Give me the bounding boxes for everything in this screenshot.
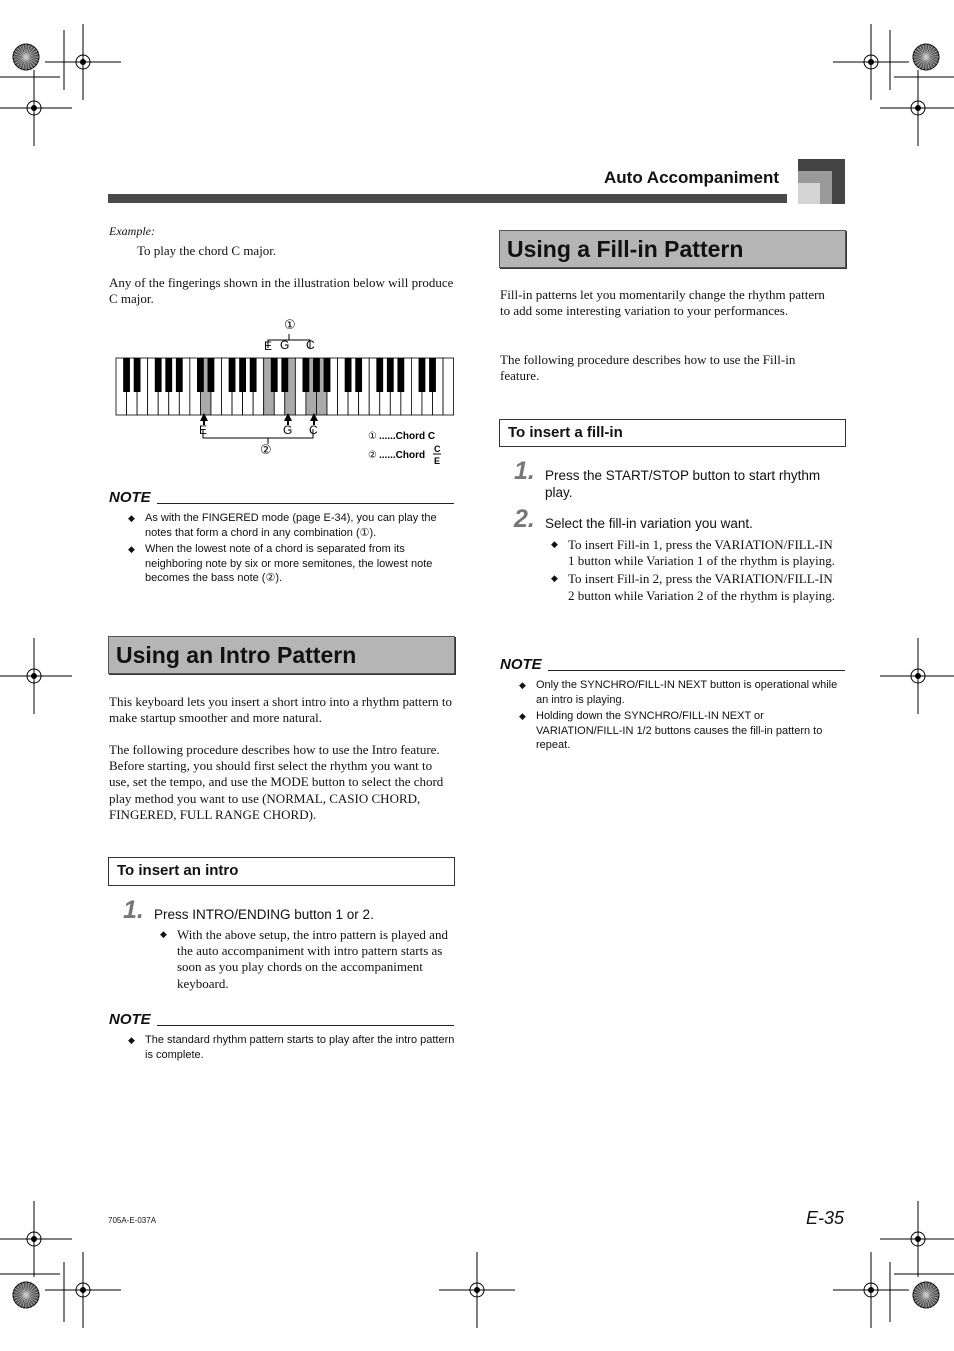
fill-subheading-box: [499, 419, 846, 447]
note-heading: NOTE: [109, 1011, 151, 1028]
black-key: [239, 358, 246, 392]
subheading: To insert a fill-in: [508, 424, 623, 441]
black-key: [419, 358, 426, 392]
list-item: ◆ To insert Fill-in 1, press the VARIATION/FILL-IN 1 button while Variation 1 of the rhythm is playing.: [551, 537, 835, 569]
list-item: ◆ To insert Fill-in 2, press the VARIATION/FILL-IN 2 button while Variation 2 of the rhythm is playing.: [551, 571, 835, 603]
bottom-label-c: C: [309, 423, 318, 437]
circle-2-label: ②: [260, 443, 272, 458]
note-list-3: [519, 678, 849, 755]
intro-para-1: This keyboard lets you insert a short intro into a rhythm pattern to make startup smoother and more natural.: [109, 694, 452, 726]
black-key: [134, 358, 141, 392]
legend-2-text: ......Chord: [379, 450, 426, 461]
subheading: To insert an intro: [117, 862, 239, 879]
legend-2-frac-top: C: [434, 444, 441, 454]
circle-1-label: ①: [284, 318, 296, 333]
black-key: [303, 358, 310, 392]
step-bullets: [160, 927, 455, 994]
document-code: 705A-E-037A: [108, 1216, 157, 1225]
example-label: Example:: [109, 224, 155, 238]
note-heading: NOTE: [500, 656, 542, 673]
fill-section-header: [499, 230, 846, 268]
black-key: [376, 358, 383, 392]
note-heading: NOTE: [109, 489, 151, 506]
intro-subheading-box: [108, 857, 455, 886]
intro-section-header: [108, 636, 455, 674]
header-bar: [108, 194, 787, 203]
list-item: ◆ As with the FINGERED mode (page E-34), you can play the notes that form a chord in any combination (①).: [128, 512, 437, 539]
black-key: [281, 358, 288, 392]
white-key: [443, 358, 454, 415]
step-number: 1.: [514, 457, 535, 485]
step-text: Press the START/STOP button to start rhythm play.: [545, 468, 821, 500]
black-key: [313, 358, 320, 392]
note-rule: [157, 1025, 454, 1026]
page-number: E-35: [806, 1208, 845, 1228]
section-title: Using a Fill-in Pattern: [507, 236, 744, 262]
list-item: ◆ When the lowest note of a chord is separated from its neighboring note by six or more semitones, the lowest note becomes the bass note (②).: [128, 543, 433, 585]
note-rule: [157, 503, 454, 504]
step-bullets: [551, 537, 841, 606]
list-item: ◆ The standard rhythm pattern starts to play after the intro pattern is complete.: [128, 1034, 455, 1061]
intro-para-2: The following procedure describes how to use the Intro feature. Before starting, you should first select the rhythm you want to use, set the tempo, and use the MODE button to select the chord play method you want to use (NORMAL, CASIO CHORD, FINGERED, FULL RANGE CHORD).: [109, 742, 444, 822]
legend-2-num: ②: [368, 450, 377, 461]
bottom-label-e: E: [199, 423, 208, 437]
list-item: ◆ Only the SYNCHRO/FILL-IN NEXT button is operational while an intro is playing.: [519, 679, 838, 706]
legend-2-frac-bottom: E: [434, 456, 441, 466]
black-key: [387, 358, 394, 392]
example-text: To play the chord C major.: [137, 243, 277, 258]
black-key: [165, 358, 172, 392]
black-key: [345, 358, 352, 392]
legend-1-num: ①: [368, 431, 377, 442]
fill-para-1: Fill-in patterns let you momentarily change the rhythm pattern to add some interesting variation to your performances.: [500, 287, 825, 319]
black-key: [271, 358, 278, 392]
black-key: [324, 358, 331, 392]
keyboard-illustration: [108, 316, 458, 476]
black-key: [397, 358, 404, 392]
black-key: [208, 358, 215, 392]
legend-1-text: ......Chord C: [379, 431, 436, 442]
top-label-e: E: [264, 339, 273, 353]
step-number: 1.: [123, 896, 144, 924]
note-list-2: [128, 1033, 456, 1064]
black-key: [429, 358, 436, 392]
list-item: ◆ Holding down the SYNCHRO/FILL-IN NEXT or VARIATION/FILL-IN 1/2 buttons causes the fill-in pattern to repeat.: [519, 710, 823, 752]
black-key: [176, 358, 183, 392]
black-key: [250, 358, 257, 392]
step-number: 2.: [514, 505, 535, 533]
section-title: Using an Intro Pattern: [116, 642, 357, 668]
chord-keyboard-diagram: [108, 316, 458, 476]
list-item: ◆ With the above setup, the intro pattern is played and the auto accompaniment with intro pattern starts as soon as you play chords on the accompaniment keyboard.: [160, 927, 448, 991]
black-key: [197, 358, 204, 392]
note-list-1: [128, 511, 456, 588]
black-key: [155, 358, 162, 392]
note-rule: [548, 670, 845, 671]
header-tab-graphic: [798, 159, 845, 204]
top-label-c: C: [306, 338, 315, 352]
black-key: [229, 358, 236, 392]
step-text: Press INTRO/ENDING button 1 or 2.: [154, 907, 374, 922]
black-key: [123, 358, 130, 392]
header-section-title: Auto Accompaniment: [604, 168, 780, 187]
fill-para-2: The following procedure describes how to use the Fill-in feature.: [500, 352, 796, 384]
step-text: Select the fill-in variation you want.: [545, 516, 753, 531]
black-key: [355, 358, 362, 392]
fingering-text: Any of the fingerings shown in the illustration below will produce C major.: [109, 275, 454, 307]
bottom-label-g: G: [283, 423, 293, 437]
top-label-g: G: [280, 338, 290, 352]
